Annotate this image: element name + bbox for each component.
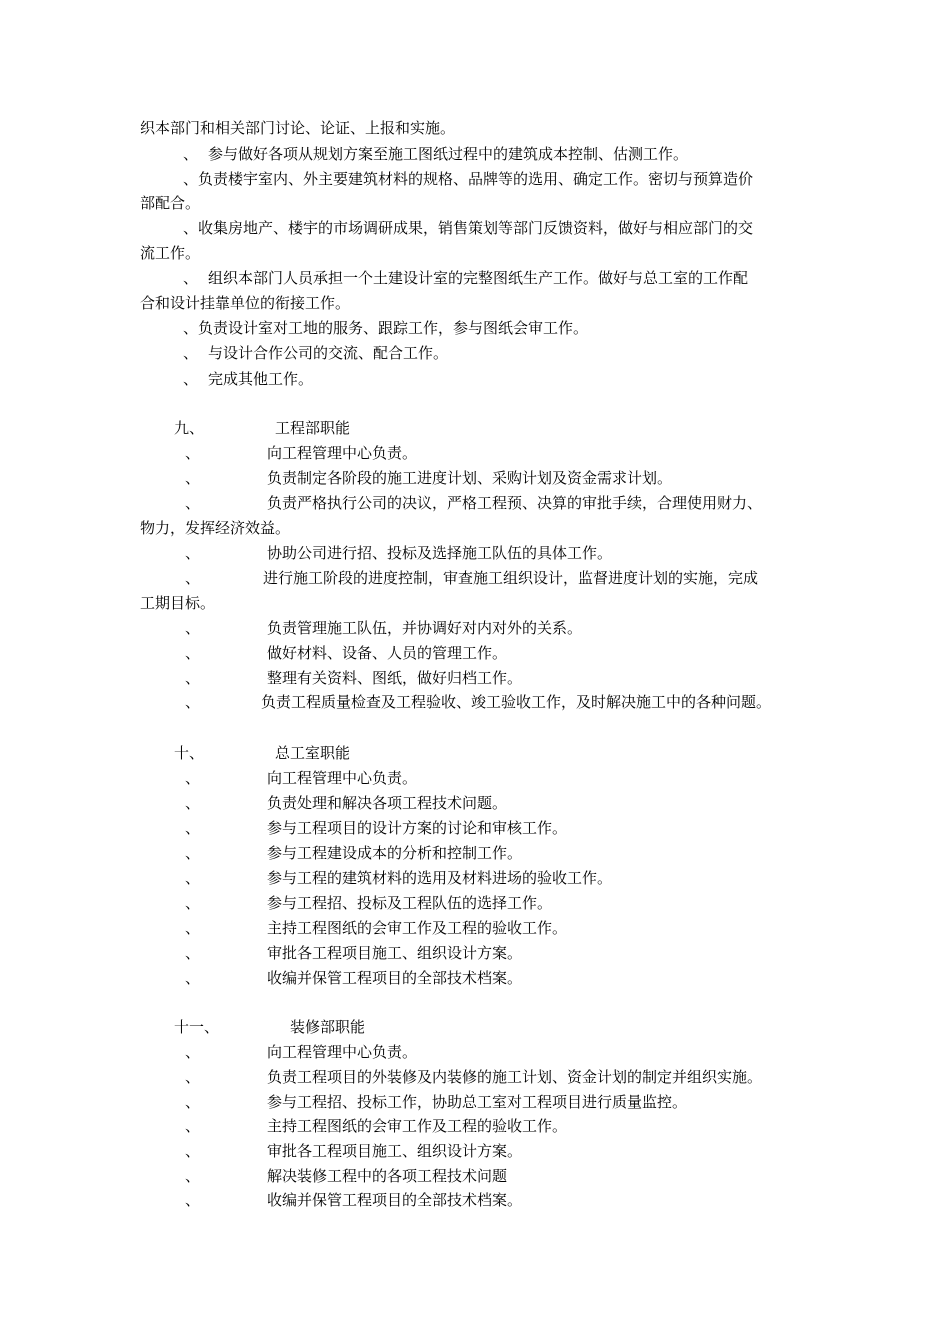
list-item: 审批各工程项目施工、组织设计方案。 [267, 944, 523, 962]
list-mark: 、 [185, 544, 201, 562]
list-mark: 、 [185, 1068, 201, 1086]
list-item: 收编并保管工程项目的全部技术档案。 [267, 969, 523, 987]
list-item-continuation: 流工作。 [140, 244, 201, 262]
list-mark: 、 [185, 794, 201, 812]
list-mark: 、 [185, 1142, 201, 1160]
list-item: 收集房地产、楼宇的市场调研成果，销售策划等部门反馈资料，做好与相应部门的交 [198, 219, 754, 237]
list-item: 负责设计室对工地的服务、跟踪工作，参与图纸会审工作。 [198, 319, 589, 337]
section-number: 十、 [174, 744, 205, 762]
list-mark: 、 [185, 444, 201, 462]
paragraph-line: 织本部门和相关部门讨论、论证、上报和实施。 [140, 119, 456, 137]
list-mark: 、 [183, 269, 199, 287]
list-item: 向工程管理中心负责。 [267, 1043, 418, 1061]
list-mark: 、 [185, 819, 201, 837]
list-item: 参与工程项目的设计方案的讨论和审核工作。 [267, 819, 568, 837]
list-item: 负责楼宇室内、外主要建筑材料的规格、品牌等的选用、确定工作。密切与预算造价 [198, 170, 754, 188]
section-title: 装修部职能 [290, 1018, 366, 1036]
list-item: 参与工程的建筑材料的选用及材料进场的验收工作。 [267, 869, 613, 887]
list-mark: 、 [185, 494, 201, 512]
section-number: 九、 [174, 419, 205, 437]
list-item-continuation: 工期目标。 [140, 594, 216, 612]
list-item: 主持工程图纸的会审工作及工程的验收工作。 [267, 919, 568, 937]
list-item: 负责管理施工队伍，并协调好对内对外的关系。 [267, 619, 583, 637]
list-item: 参与工程建设成本的分析和控制工作。 [267, 844, 523, 862]
list-item-continuation: 合和设计挂靠单位的衔接工作。 [140, 294, 351, 312]
list-mark: 、 [185, 1117, 201, 1135]
list-mark: 、 [185, 969, 201, 987]
list-item: 负责严格执行公司的决议，严格工程预、决算的审批手续，合理使用财力、 [267, 494, 763, 512]
list-item: 与设计合作公司的交流、配合工作。 [208, 344, 449, 362]
list-mark: 、 [185, 869, 201, 887]
list-item: 负责工程项目的外装修及内装修的施工计划、资金计划的制定并组织实施。 [267, 1068, 763, 1086]
list-item: 向工程管理中心负责。 [267, 444, 418, 462]
list-mark: 、 [183, 370, 199, 388]
list-item: 向工程管理中心负责。 [267, 769, 418, 787]
list-item: 协助公司进行招、投标及选择施工队伍的具体工作。 [267, 544, 613, 562]
list-mark: 、 [185, 644, 201, 662]
list-mark: 、 [185, 919, 201, 937]
section-title: 工程部职能 [275, 419, 351, 437]
list-item: 进行施工阶段的进度控制，审查施工组织设计，监督进度计划的实施，完成 [263, 569, 759, 587]
list-item-continuation: 物力，发挥经济效益。 [140, 519, 291, 537]
list-item: 组织本部门人员承担一个土建设计室的完整图纸生产工作。做好与总工室的工作配 [208, 269, 749, 287]
list-item: 完成其他工作。 [208, 370, 314, 388]
list-mark: 、 [185, 1191, 201, 1209]
list-item: 负责制定各阶段的施工进度计划、采购计划及资金需求计划。 [267, 469, 673, 487]
list-mark: 、 [185, 669, 201, 687]
list-item: 负责处理和解决各项工程技术问题。 [267, 794, 508, 812]
list-mark: 、 [185, 894, 201, 912]
list-mark: 、 [185, 944, 201, 962]
list-mark: 、 [185, 1043, 201, 1061]
list-mark: 、 [183, 170, 199, 188]
list-item: 主持工程图纸的会审工作及工程的验收工作。 [267, 1117, 568, 1135]
list-item: 收编并保管工程项目的全部技术档案。 [267, 1191, 523, 1209]
list-item: 审批各工程项目施工、组织设计方案。 [267, 1142, 523, 1160]
list-mark: 、 [183, 319, 199, 337]
list-item: 参与工程招、投标及工程队伍的选择工作。 [267, 894, 553, 912]
list-mark: 、 [185, 619, 201, 637]
list-mark: 、 [183, 344, 199, 362]
list-mark: 、 [185, 469, 201, 487]
list-mark: 、 [185, 693, 201, 711]
section-number: 十一、 [174, 1018, 220, 1036]
list-mark: 、 [185, 844, 201, 862]
list-item: 做好材料、设备、人员的管理工作。 [267, 644, 508, 662]
list-mark: 、 [183, 219, 199, 237]
list-mark: 、 [183, 145, 199, 163]
section-title: 总工室职能 [275, 744, 351, 762]
list-mark: 、 [185, 769, 201, 787]
list-mark: 、 [185, 1093, 201, 1111]
list-item: 参与做好各项从规划方案至施工图纸过程中的建筑成本控制、估测工作。 [208, 145, 689, 163]
list-item: 整理有关资料、图纸，做好归档工作。 [267, 669, 523, 687]
list-item: 参与工程招、投标工作，协助总工室对工程项目进行质量监控。 [267, 1093, 688, 1111]
list-item: 负责工程质量检查及工程验收、竣工验收工作，及时解决施工中的各种问题。 [261, 693, 772, 711]
list-mark: 、 [185, 569, 201, 587]
list-mark: 、 [185, 1167, 201, 1185]
list-item: 解决装修工程中的各项工程技术问题 [267, 1167, 508, 1185]
list-item-continuation: 部配合。 [140, 194, 201, 212]
